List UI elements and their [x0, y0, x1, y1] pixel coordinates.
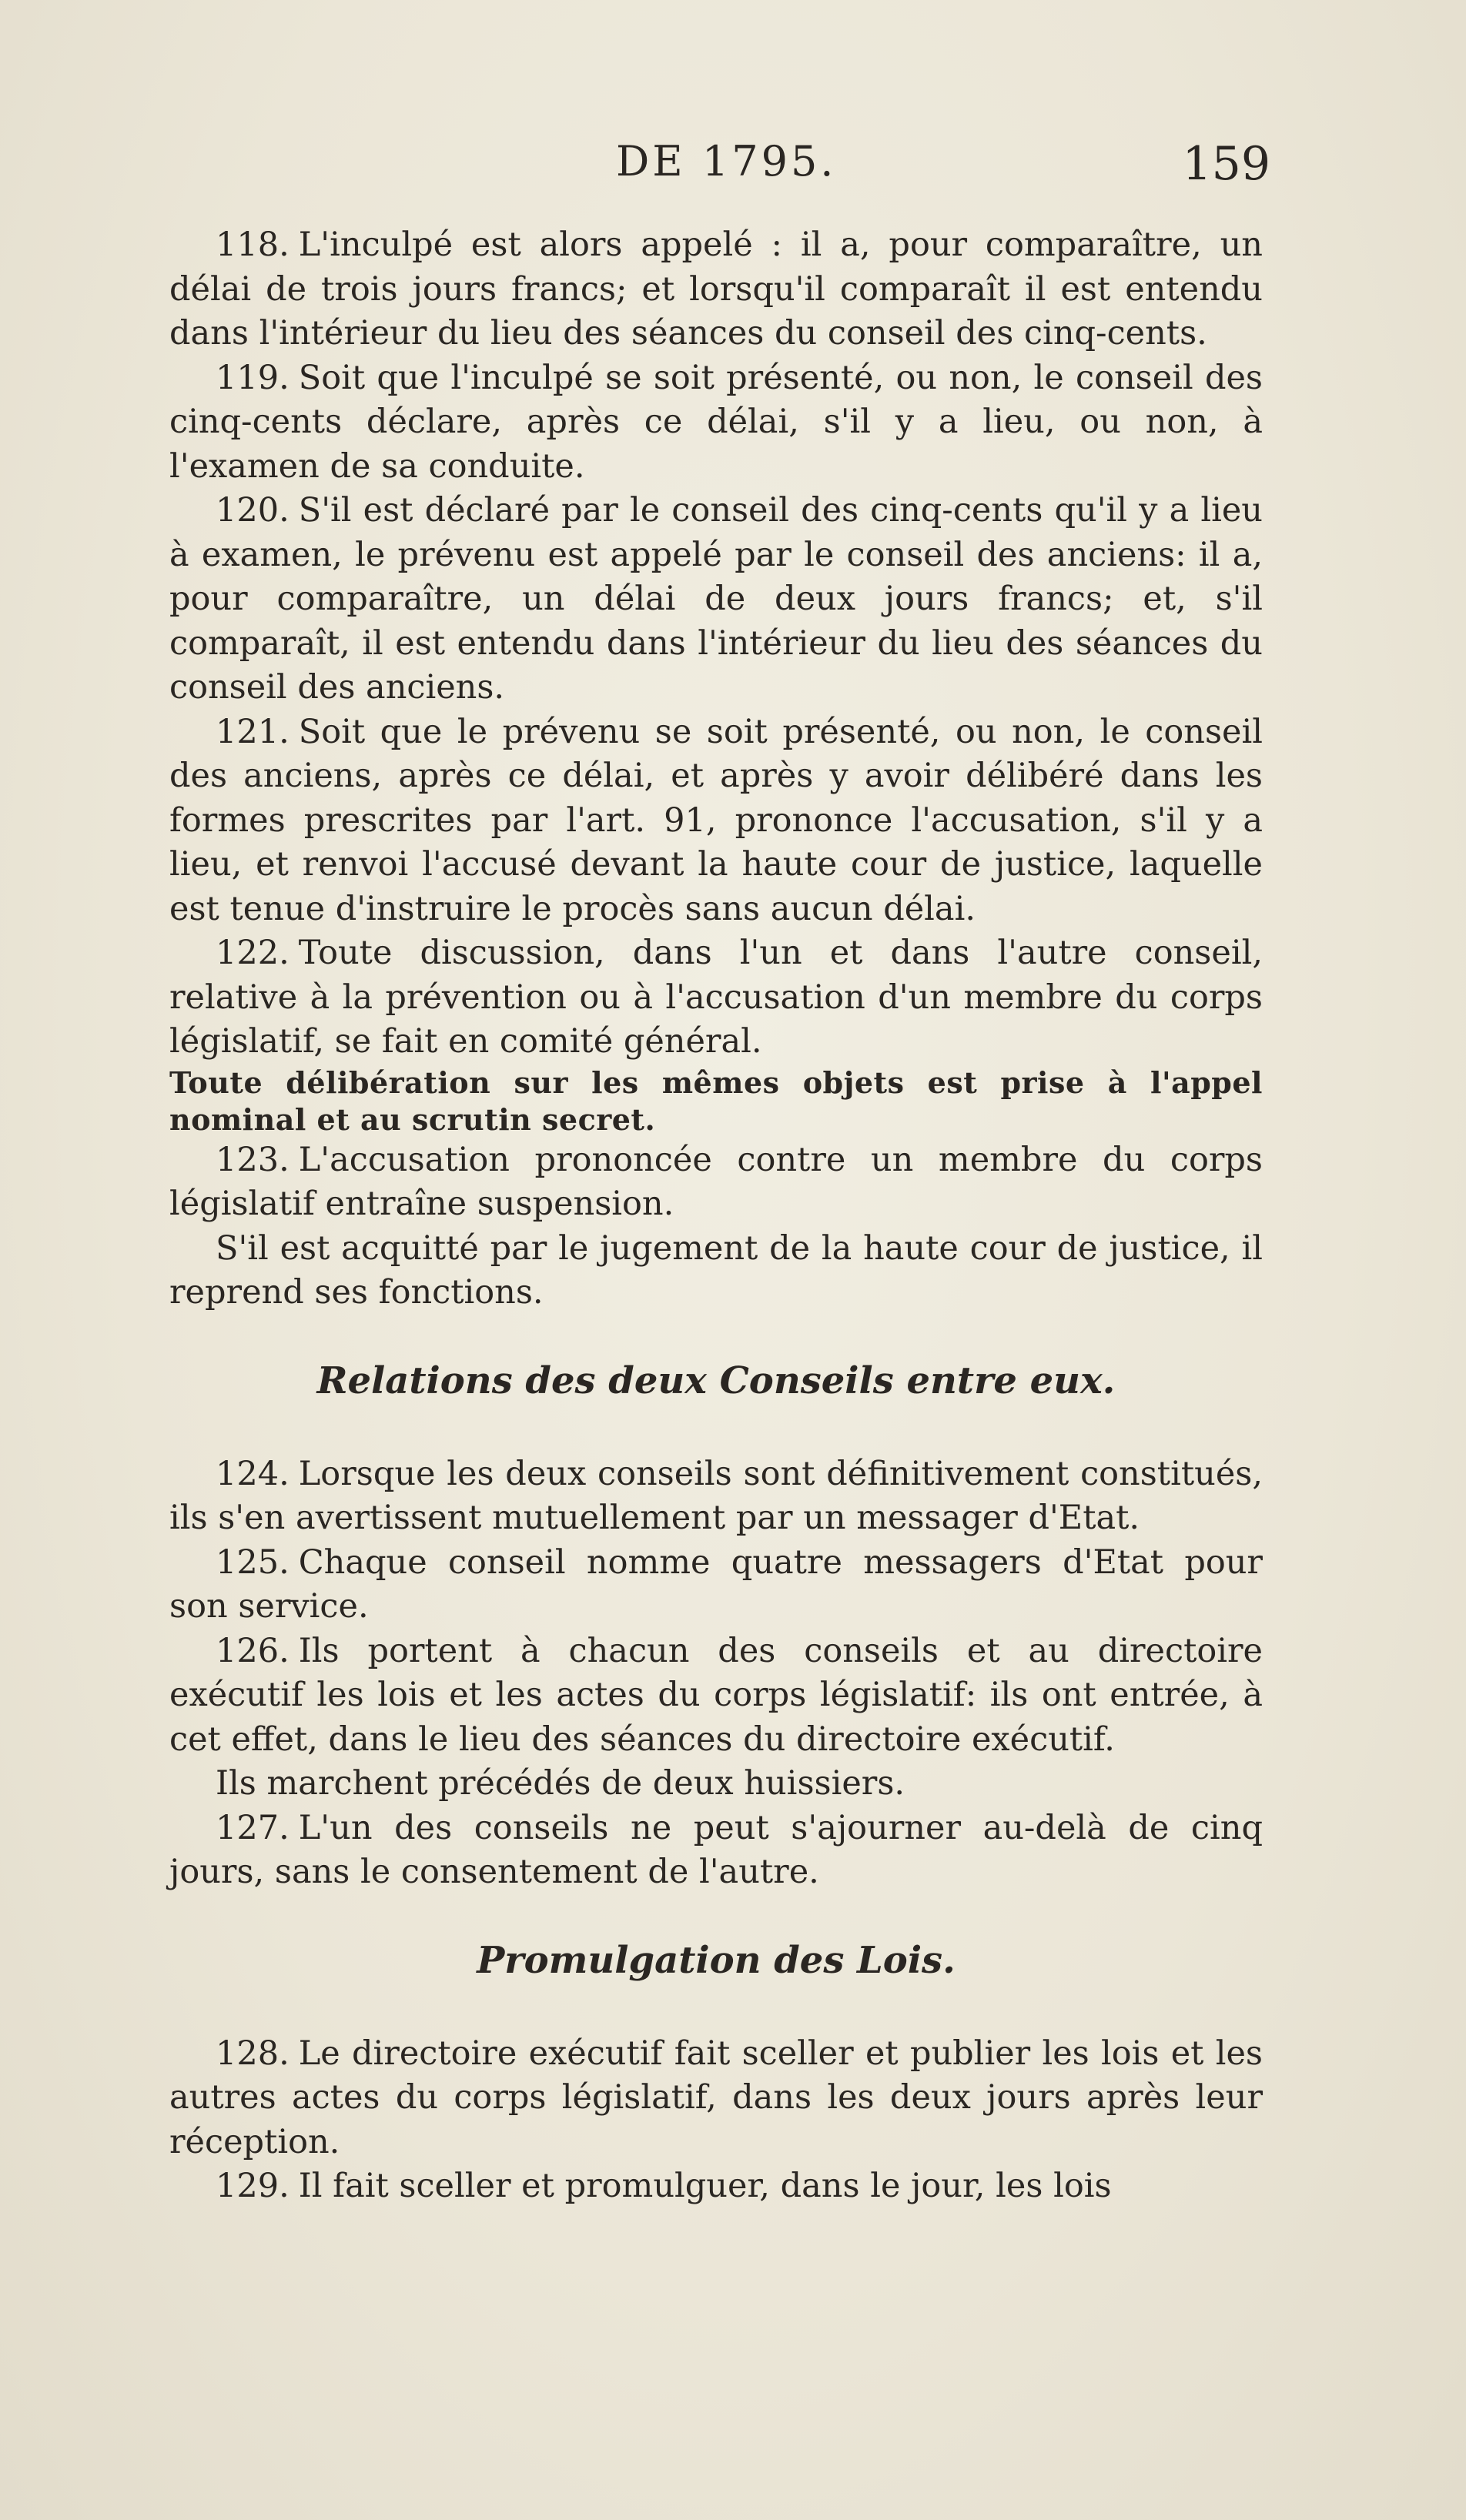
article-text: Lorsque les deux conseils sont définitivement constitués, ils s'en avertissent mutuellement par un messager d'Etat. — [169, 1454, 1263, 1537]
article-122 — [169, 931, 1263, 1064]
article-128 — [169, 2032, 1263, 2165]
running-head — [169, 137, 1270, 199]
article-text: Il fait sceller et promulguer, dans le jour, les lois — [298, 2167, 1112, 2205]
article-text: Soit que le prévenu se soit présenté, ou non, le conseil des anciens, après ce délai, et après y avoir délibéré dans les formes prescrites par l'art. 91, prononce l'accusation, s'il y a lieu, et renvoi l'accusé devant la haute cour de justice, laquelle est tenue d'instruire le procès sans aucun délai. — [169, 712, 1263, 928]
article-text: L'inculpé est alors appelé : il a, pour comparaître, un délai de trois jours francs; et lorsqu'il comparaît il est entendu dans l'intérieur du lieu des séances du conseil des cinq-cents. — [169, 226, 1263, 353]
article-126 — [169, 1629, 1263, 1763]
article-118 — [169, 223, 1263, 356]
section-heading-promulgation: Promulgation des Lois. — [477, 1938, 956, 1982]
article-number: 127. — [216, 1808, 290, 1847]
article-124 — [169, 1452, 1263, 1541]
article-text: Ils marchent précédés de deux huissiers. — [216, 1764, 905, 1803]
article-number: 118. — [216, 226, 290, 264]
article-123 — [169, 1138, 1263, 1227]
body-text — [169, 223, 1263, 2209]
article-125 — [169, 1541, 1263, 1629]
running-head-title: DE 1795. — [616, 137, 837, 185]
article-text: Soit que l'inculpé se soit présenté, ou non, le conseil des cinq-cents déclare, après ce délai, s'il y a lieu, ou non, à l'examen de sa conduite. — [169, 358, 1263, 486]
article-text: Chaque conseil nomme quatre messagers d'Etat pour son service. — [169, 1542, 1263, 1626]
article-text: S'il est acquitté par le jugement de la haute cour de justice, il reprend ses fonctions. — [169, 1228, 1263, 1312]
article-text: Toute discussion, dans l'un et dans l'autre conseil, relative à la prévention ou à l'accusation d'un membre du corps législatif, se fait en comité général. — [169, 934, 1263, 1061]
article-number: 124. — [216, 1454, 290, 1493]
article-122-continuation — [169, 1064, 1263, 1138]
article-text: Le directoire exécutif fait sceller et publier les lois et les autres actes du corps législatif, dans les deux jours après leur réception. — [169, 2034, 1263, 2161]
article-number: 126. — [216, 1631, 290, 1670]
article-number: 120. — [216, 491, 290, 530]
article-121 — [169, 710, 1263, 932]
article-126-continuation — [169, 1762, 1263, 1806]
article-129 — [169, 2164, 1263, 2209]
article-number: 125. — [216, 1542, 290, 1582]
section-heading-relations: Relations des deux Conseils entre eux. — [316, 1359, 1116, 1402]
article-120 — [169, 489, 1263, 710]
article-text: L'accusation prononcée contre un membre du corps législatif entraîne suspension. — [169, 1140, 1263, 1223]
article-text: L'un des conseils ne peut s'ajourner au-delà de cinq jours, sans le consentement de l'autre. — [169, 1808, 1263, 1891]
article-127 — [169, 1806, 1263, 1895]
article-number: 123. — [216, 1140, 290, 1179]
article-119 — [169, 356, 1263, 490]
article-number: 129. — [216, 2167, 290, 2205]
article-number: 119. — [216, 358, 290, 397]
article-number: 128. — [216, 2034, 290, 2073]
article-123-continuation — [169, 1227, 1263, 1315]
article-number: 121. — [216, 712, 290, 751]
article-text: Toute délibération sur les mêmes objets est prise à l'appel nominal et au scrutin secret. — [169, 1064, 1263, 1137]
article-text: Ils portent à chacun des conseils et au directoire exécutif les lois et les actes du corps législatif: ils ont entrée, à cet effet, dans le lieu des séances du directoire exécutif. — [169, 1631, 1263, 1759]
article-number: 122. — [216, 934, 290, 972]
page-number: 159 — [1182, 137, 1270, 191]
article-text: S'il est déclaré par le conseil des cinq-cents qu'il y a lieu à examen, le prévenu est appelé par le conseil des anciens: il a, pour comparaître, un délai de deux jours francs; et, s'il comparaît, il est entendu dans l'intérieur du lieu des séances du conseil des anciens. — [169, 491, 1263, 707]
